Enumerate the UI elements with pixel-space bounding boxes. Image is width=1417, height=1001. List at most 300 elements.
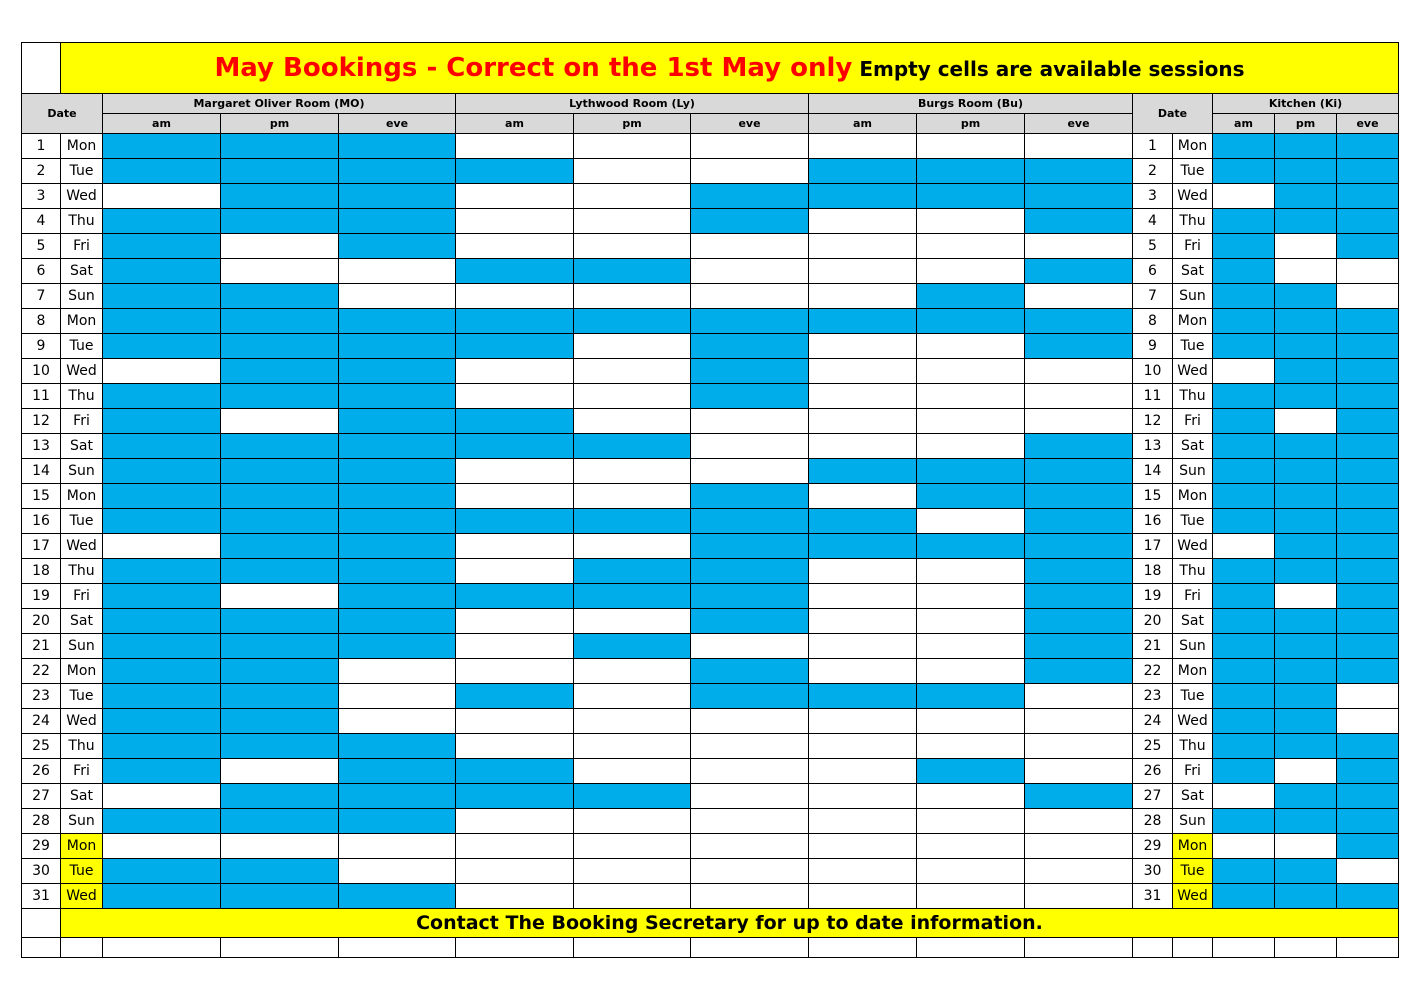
booked-cell (103, 759, 221, 784)
booked-cell (1025, 259, 1133, 284)
available-cell (456, 534, 574, 559)
available-cell (917, 259, 1025, 284)
session-header: eve (1025, 114, 1133, 134)
day-name: Sat (61, 609, 103, 634)
available-cell (809, 759, 917, 784)
day-number: 19 (1133, 584, 1173, 609)
available-cell (917, 584, 1025, 609)
available-cell (456, 559, 574, 584)
available-cell (574, 484, 691, 509)
booked-cell (1213, 209, 1275, 234)
available-cell (339, 659, 456, 684)
session-header: am (103, 114, 221, 134)
booked-cell (1025, 309, 1133, 334)
available-cell (574, 859, 691, 884)
day-number: 12 (22, 409, 61, 434)
booked-cell (917, 684, 1025, 709)
booked-cell (1337, 534, 1399, 559)
booked-cell (917, 484, 1025, 509)
booked-cell (1213, 409, 1275, 434)
day-number: 4 (1133, 209, 1173, 234)
booked-cell (103, 809, 221, 834)
booked-cell (339, 309, 456, 334)
available-cell (917, 834, 1025, 859)
booked-cell (1275, 634, 1337, 659)
available-cell (691, 884, 809, 909)
empty-cell (691, 938, 809, 958)
booked-cell (1337, 559, 1399, 584)
booked-cell (1275, 609, 1337, 634)
available-cell (574, 709, 691, 734)
day-number: 21 (22, 634, 61, 659)
available-cell (103, 784, 221, 809)
booked-cell (1275, 359, 1337, 384)
day-name: Wed (1173, 534, 1213, 559)
available-cell (809, 634, 917, 659)
booked-cell (103, 659, 221, 684)
available-cell (917, 809, 1025, 834)
booked-cell (1275, 334, 1337, 359)
available-cell (574, 284, 691, 309)
booked-cell (1025, 659, 1133, 684)
booked-cell (221, 384, 339, 409)
available-cell (691, 459, 809, 484)
day-name: Mon (1173, 659, 1213, 684)
available-cell (103, 534, 221, 559)
table-row (22, 359, 1399, 384)
empty-cell (574, 938, 691, 958)
empty-cell (103, 938, 221, 958)
table-row (22, 709, 1399, 734)
day-number: 29 (22, 834, 61, 859)
available-cell (574, 534, 691, 559)
booked-cell (103, 884, 221, 909)
booked-cell (103, 284, 221, 309)
booked-cell (691, 209, 809, 234)
session-header: eve (339, 114, 456, 134)
booked-cell (1275, 209, 1337, 234)
booked-cell (221, 709, 339, 734)
day-name: Mon (1173, 309, 1213, 334)
available-cell (1337, 859, 1399, 884)
booked-cell (1275, 134, 1337, 159)
booked-cell (103, 234, 221, 259)
available-cell (809, 834, 917, 859)
day-number: 24 (22, 709, 61, 734)
day-name: Sat (1173, 609, 1213, 634)
booked-cell (1275, 459, 1337, 484)
session-header: pm (574, 114, 691, 134)
booked-cell (103, 609, 221, 634)
booked-cell (1213, 334, 1275, 359)
available-cell (1025, 384, 1133, 409)
booked-cell (339, 884, 456, 909)
day-number: 10 (22, 359, 61, 384)
available-cell (917, 859, 1025, 884)
day-number: 17 (22, 534, 61, 559)
day-name: Sat (1173, 784, 1213, 809)
booked-cell (1213, 884, 1275, 909)
booked-cell (339, 584, 456, 609)
booked-cell (1213, 484, 1275, 509)
available-cell (917, 209, 1025, 234)
day-number: 26 (22, 759, 61, 784)
table-row (22, 834, 1399, 859)
empty-cell (1275, 938, 1337, 958)
table-row (22, 659, 1399, 684)
available-cell (1213, 359, 1275, 384)
day-number: 2 (1133, 159, 1173, 184)
day-number: 14 (1133, 459, 1173, 484)
booked-cell (221, 559, 339, 584)
booked-cell (103, 584, 221, 609)
available-cell (103, 184, 221, 209)
available-cell (809, 659, 917, 684)
table-row (22, 559, 1399, 584)
day-number: 3 (1133, 184, 1173, 209)
available-cell (1025, 284, 1133, 309)
available-cell (456, 184, 574, 209)
booked-cell (1213, 459, 1275, 484)
available-cell (917, 134, 1025, 159)
booked-cell (339, 459, 456, 484)
booked-cell (809, 309, 917, 334)
available-cell (574, 359, 691, 384)
available-cell (221, 409, 339, 434)
date-header-right: Date (1133, 94, 1213, 134)
available-cell (1025, 734, 1133, 759)
available-cell (1337, 709, 1399, 734)
session-header: am (456, 114, 574, 134)
available-cell (574, 809, 691, 834)
booked-cell (456, 509, 574, 534)
available-cell (691, 234, 809, 259)
day-number: 28 (22, 809, 61, 834)
day-name: Thu (1173, 559, 1213, 584)
day-number: 2 (22, 159, 61, 184)
booked-cell (339, 409, 456, 434)
booked-cell (809, 684, 917, 709)
booked-cell (456, 259, 574, 284)
booked-cell (1213, 684, 1275, 709)
table-row (22, 234, 1399, 259)
day-name: Sun (61, 284, 103, 309)
table-row (22, 534, 1399, 559)
available-cell (1025, 809, 1133, 834)
day-name: Thu (61, 559, 103, 584)
booked-cell (221, 809, 339, 834)
booked-cell (1213, 384, 1275, 409)
booked-cell (574, 434, 691, 459)
day-number: 8 (1133, 309, 1173, 334)
day-name: Mon (61, 134, 103, 159)
booked-cell (339, 734, 456, 759)
session-header: am (1213, 114, 1275, 134)
booked-cell (221, 334, 339, 359)
day-number: 7 (22, 284, 61, 309)
booked-cell (339, 634, 456, 659)
table-row (22, 609, 1399, 634)
day-number: 29 (1133, 834, 1173, 859)
booked-cell (221, 534, 339, 559)
day-name: Tue (1173, 509, 1213, 534)
available-cell (809, 884, 917, 909)
empty-cell (809, 938, 917, 958)
available-cell (1337, 684, 1399, 709)
booked-cell (103, 459, 221, 484)
booked-cell (1025, 459, 1133, 484)
booked-cell (339, 784, 456, 809)
available-cell (917, 234, 1025, 259)
available-cell (574, 159, 691, 184)
day-number: 9 (22, 334, 61, 359)
table-row (22, 459, 1399, 484)
session-header: pm (917, 114, 1025, 134)
available-cell (456, 884, 574, 909)
available-cell (809, 609, 917, 634)
day-number: 11 (1133, 384, 1173, 409)
booked-cell (221, 684, 339, 709)
day-number: 18 (22, 559, 61, 584)
day-number: 13 (1133, 434, 1173, 459)
booked-cell (1275, 684, 1337, 709)
booked-cell (691, 509, 809, 534)
day-name: Fri (1173, 759, 1213, 784)
day-name: Mon (61, 309, 103, 334)
booked-cell (809, 184, 917, 209)
available-cell (221, 759, 339, 784)
day-name: Sat (61, 259, 103, 284)
available-cell (456, 134, 574, 159)
table-row (22, 734, 1399, 759)
day-name: Fri (1173, 584, 1213, 609)
day-name: Mon (1173, 834, 1213, 859)
booked-cell (1275, 734, 1337, 759)
available-cell (456, 609, 574, 634)
available-cell (1213, 834, 1275, 859)
available-cell (691, 709, 809, 734)
available-cell (691, 259, 809, 284)
booked-cell (221, 184, 339, 209)
day-name: Sat (61, 434, 103, 459)
booked-cell (339, 534, 456, 559)
available-cell (917, 334, 1025, 359)
booked-cell (1275, 534, 1337, 559)
corner-blank-cell (22, 43, 61, 94)
available-cell (1275, 834, 1337, 859)
booked-cell (1025, 184, 1133, 209)
available-cell (809, 784, 917, 809)
available-cell (221, 234, 339, 259)
booked-cell (1213, 284, 1275, 309)
booked-cell (221, 359, 339, 384)
booked-cell (574, 634, 691, 659)
booked-cell (339, 484, 456, 509)
booked-cell (103, 559, 221, 584)
booked-cell (339, 134, 456, 159)
available-cell (917, 359, 1025, 384)
available-cell (103, 834, 221, 859)
booked-cell (221, 309, 339, 334)
booked-cell (339, 384, 456, 409)
available-cell (691, 784, 809, 809)
available-cell (456, 834, 574, 859)
day-number: 1 (1133, 134, 1173, 159)
available-cell (456, 484, 574, 509)
day-number: 22 (22, 659, 61, 684)
available-cell (339, 684, 456, 709)
booked-cell (809, 509, 917, 534)
day-number: 5 (22, 234, 61, 259)
booked-cell (1025, 509, 1133, 534)
day-number: 21 (1133, 634, 1173, 659)
booked-cell (103, 259, 221, 284)
available-cell (809, 134, 917, 159)
booked-cell (917, 184, 1025, 209)
table-row (22, 584, 1399, 609)
available-cell (456, 859, 574, 884)
available-cell (917, 709, 1025, 734)
day-name: Sun (61, 809, 103, 834)
booked-cell (103, 859, 221, 884)
available-cell (917, 784, 1025, 809)
available-cell (809, 209, 917, 234)
empty-cell (61, 938, 103, 958)
booked-cell (221, 134, 339, 159)
booked-cell (691, 334, 809, 359)
day-number: 19 (22, 584, 61, 609)
day-number: 10 (1133, 359, 1173, 384)
day-number: 15 (1133, 484, 1173, 509)
day-name: Fri (61, 759, 103, 784)
day-name: Thu (1173, 734, 1213, 759)
booked-cell (917, 534, 1025, 559)
day-name: Wed (1173, 359, 1213, 384)
day-number: 20 (22, 609, 61, 634)
table-row (22, 209, 1399, 234)
empty-cell (1025, 938, 1133, 958)
day-name: Mon (61, 484, 103, 509)
booked-cell (1213, 609, 1275, 634)
empty-cell (1337, 938, 1399, 958)
day-name: Fri (61, 409, 103, 434)
booked-cell (691, 309, 809, 334)
available-cell (917, 884, 1025, 909)
booked-cell (221, 659, 339, 684)
day-name: Fri (1173, 409, 1213, 434)
day-name: Tue (61, 159, 103, 184)
available-cell (809, 484, 917, 509)
booked-cell (1275, 884, 1337, 909)
day-name: Sun (1173, 459, 1213, 484)
booked-cell (103, 159, 221, 184)
booked-cell (691, 684, 809, 709)
booked-cell (1025, 159, 1133, 184)
booked-cell (1337, 184, 1399, 209)
available-cell (456, 459, 574, 484)
booked-cell (339, 159, 456, 184)
available-cell (456, 284, 574, 309)
table-row (22, 284, 1399, 309)
available-cell (1025, 684, 1133, 709)
table-row (22, 809, 1399, 834)
day-number: 23 (1133, 684, 1173, 709)
available-cell (456, 234, 574, 259)
table-row (22, 159, 1399, 184)
empty-cell (221, 938, 339, 958)
booked-cell (917, 459, 1025, 484)
available-cell (809, 559, 917, 584)
available-cell (456, 734, 574, 759)
available-cell (1025, 409, 1133, 434)
table-row (22, 309, 1399, 334)
available-cell (809, 384, 917, 409)
day-number: 11 (22, 384, 61, 409)
empty-cell (1173, 938, 1213, 958)
empty-cell (917, 938, 1025, 958)
available-cell (574, 734, 691, 759)
booked-cell (1213, 234, 1275, 259)
day-name: Tue (61, 334, 103, 359)
booked-cell (1025, 534, 1133, 559)
day-name: Tue (1173, 684, 1213, 709)
booked-cell (103, 334, 221, 359)
available-cell (691, 159, 809, 184)
booked-cell (221, 884, 339, 909)
day-name: Tue (61, 509, 103, 534)
booked-cell (1213, 584, 1275, 609)
booked-cell (1337, 309, 1399, 334)
booked-cell (1275, 659, 1337, 684)
booked-cell (1337, 159, 1399, 184)
day-name: Tue (61, 684, 103, 709)
session-header: am (809, 114, 917, 134)
booked-cell (1213, 559, 1275, 584)
booked-cell (221, 459, 339, 484)
available-cell (574, 684, 691, 709)
available-cell (809, 409, 917, 434)
available-cell (339, 859, 456, 884)
day-number: 16 (1133, 509, 1173, 534)
available-cell (691, 634, 809, 659)
booked-cell (456, 409, 574, 434)
room-header-ly: Lythwood Room (Ly) (456, 94, 809, 114)
session-header: eve (1337, 114, 1399, 134)
available-cell (456, 384, 574, 409)
day-number: 31 (1133, 884, 1173, 909)
bookings-table (21, 42, 1399, 958)
day-number: 26 (1133, 759, 1173, 784)
page-subtitle: Empty cells are available sessions (852, 57, 1245, 81)
day-name: Sun (1173, 809, 1213, 834)
session-header: eve (691, 114, 809, 134)
booked-cell (456, 159, 574, 184)
day-number: 25 (22, 734, 61, 759)
booked-cell (809, 459, 917, 484)
day-number: 6 (1133, 259, 1173, 284)
booked-cell (1337, 209, 1399, 234)
booked-cell (221, 509, 339, 534)
day-name: Thu (61, 734, 103, 759)
day-number: 22 (1133, 659, 1173, 684)
empty-cell (456, 938, 574, 958)
day-name: Sun (1173, 284, 1213, 309)
table-row (22, 259, 1399, 284)
table-row (22, 784, 1399, 809)
day-number: 9 (1133, 334, 1173, 359)
booked-cell (221, 159, 339, 184)
day-name: Tue (1173, 159, 1213, 184)
